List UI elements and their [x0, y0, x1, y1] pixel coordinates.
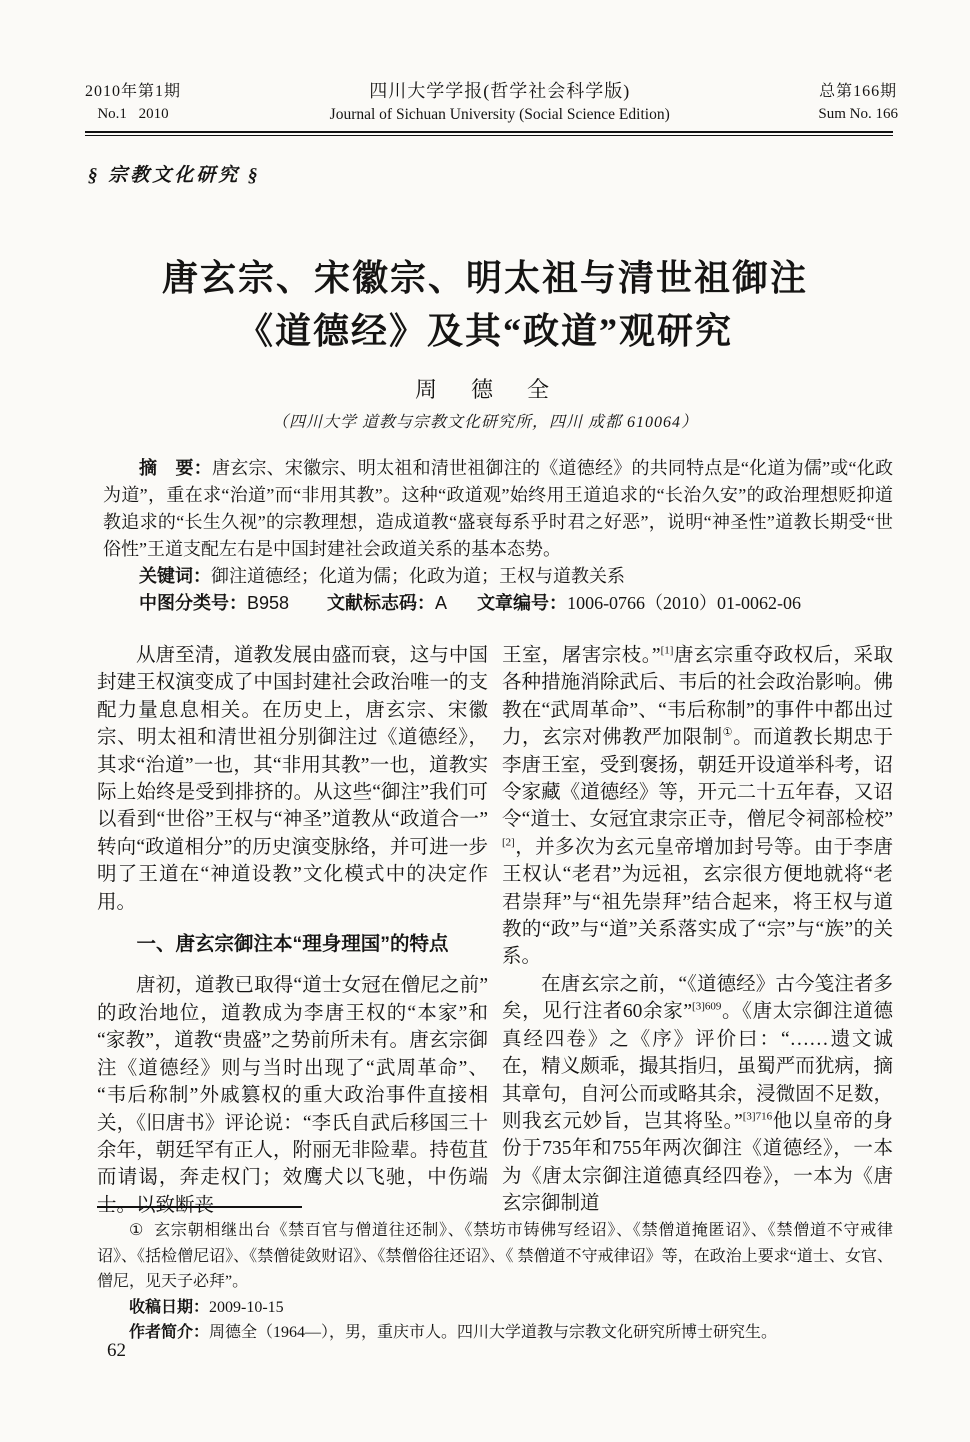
- body-paragraph: 从唐至清，道教发展由盛而衰，这与中国封建王权演变成了中国封建社会政治唯一的支配力量息息相关。在历史上，唐玄宗、宋徽宗、明太祖和清世祖分别御注过《道德经》，其求“治道”一也，其“非用其教”一也，道教实际上始终是受到排挤的。从这些“御注”我们可以看到“世俗”王权与“神圣”道教从“政道合一”转向“政道相分”的历史演变脉络，并可进一步明了王道在“神道设教”文化模式中的决定作用。: [97, 645, 488, 913]
- abstract-text: 唐玄宗、宋徽宗、明太祖和清世祖御注的《道德经》的共同特点是“化道为儒”或“化政为道”，重在求“治道”而“非用其教”。这种“政道观”始终用王道追求的“长治久安”的政治理想贬抑道教追求的“长生久视”的宗教理想，造成道教“盛衰每系乎时君之好恶”，说明“神圣性”道教长期受“世俗性”王道支配左右是中国封建社会政道关系的基本态势。: [103, 458, 894, 559]
- journal-sum-en: Sum No. 166: [818, 106, 898, 122]
- body-paragraph: 唐初，道教已取得“道士女冠在僧尼之前”的政治地位，道教成为李唐王权的“本家”和“家教”，道教“贵盛”之势前所未有。唐玄宗御注《道德经》则与当时出现了“武周革命”、“韦后称制”外戚篡权的重大政治事件直接相关，《旧唐书》评论说：“李氏自武后移国三十余年，朝廷罕有正人，附丽无非险辈。持苞苴而请谒，奔走权门；效鹰犬以飞驰，中伤端士。以致断丧: [97, 975, 488, 1216]
- received-label: 收稿日期：: [129, 1298, 210, 1316]
- body-paragraph: 在唐玄宗之前，“《道德经》古今笺注者多矣，见行注者60余家”$^{[3]609}$。《唐太宗御注道德真经四卷》之《序》评价曰：“……遗文诚在，精义颇乖，撮其指归，虽蜀严而犹病，摘其章句，自河公而或略其余，浸微固不足数，则我玄元妙旨，岂其将坠。”$^{[3]716}$他以皇帝的身份于735年和755年两次御注《道德经》，一本为《唐太宗御注道德真经四卷》，一本为《唐玄宗御制道: [502, 973, 893, 1215]
- body-paragraph: 王室，屠害宗枝。”[1]唐玄宗重夺政权后，采取各种措施消除武后、韦后的社会政治影响。佛教在“武周革命”、“韦后称制”的事件中都出过力，玄宗对佛教严加限制①。而道教长期忠于李唐王室，受到褒扬，朝廷开设道举科考，诏令家藏《道德经》等，开元二十五年春，又诏令“道士、女冠宜隶宗正寺，僧尼令祠部检校”[2]，并多次为玄元皇帝增加封号等。由于李唐王权认“老君”为远祖，玄宗很方便地就将“老君崇拜”与“祖先崇拜”结合起来，将王权与道教的“政”与“道”关系落实成了“宗”与“族”的关系。: [502, 644, 893, 968]
- journal-issue-cn: 2010年第1期: [85, 83, 182, 100]
- journal-issue-block: [85, 80, 181, 126]
- citation-superscript: [1]: [660, 644, 674, 657]
- body-columns: [97, 642, 893, 1219]
- footnote-received: [97, 1295, 893, 1321]
- body-column-left: [97, 642, 488, 1219]
- received-value: 2009-10-15: [209, 1298, 284, 1316]
- doc-code-label: 文献标志码：: [327, 593, 436, 613]
- citation-superscript: [3]609: [692, 1000, 722, 1013]
- clc-value: B958: [247, 593, 290, 613]
- keywords-label: 关键词：: [139, 566, 211, 586]
- footnote-bio: [97, 1320, 893, 1346]
- footnote-text: 玄宗朝相继出台《禁百官与僧道往还制》、《禁坊市铸佛写经诏》、《禁僧道掩匿诏》、《禁僧道不守戒律诏》、《括检僧尼诏》、《禁僧徒敛财诏》、《禁僧俗往还诏》、《 禁僧道不守戒律诏》等，在政治上要求“道士、女官、僧尼，见天子必拜”。: [97, 1222, 893, 1290]
- article-meta: [103, 455, 893, 617]
- journal-name-cn: 四川大学学报(哲学社会科学版): [369, 81, 631, 101]
- footnote-rule: [97, 1206, 302, 1208]
- footnote-note: [97, 1218, 893, 1295]
- article-title-line2: 《道德经》及其“政道”观研究: [236, 311, 733, 351]
- abstract-label: 摘 要：: [139, 458, 212, 478]
- body-column-right: [502, 642, 893, 1219]
- article-title-line1: 唐玄宗、宋徽宗、明太祖与清世祖御注: [161, 258, 808, 298]
- section-heading: 一、唐玄宗御注本“理身理国”的特点: [136, 933, 449, 956]
- article-title: [0, 252, 970, 358]
- keywords: [103, 563, 893, 590]
- citation-superscript: [2]: [502, 836, 515, 849]
- author-name: 周 德 全: [414, 377, 555, 402]
- article-id-value: 1006-0766（2010）01-0062-06: [567, 593, 802, 613]
- citation-superscript: [3]716: [742, 1110, 773, 1123]
- bio-value: 周德全（1964—），男，重庆市人。四川大学道教与宗教文化研究所博士研究生。: [209, 1324, 778, 1341]
- header-rule: [85, 131, 893, 136]
- clc-label: 中图分类号：: [139, 593, 247, 613]
- bio-label: 作者简介：: [129, 1324, 210, 1341]
- abstract: [103, 455, 893, 563]
- journal-sum-cn: 总第166期: [819, 83, 898, 100]
- citation-superscript: ①: [722, 726, 734, 739]
- journal-header: [85, 80, 898, 126]
- journal-name-block: [330, 80, 670, 126]
- footnote-marker: ①: [129, 1222, 145, 1239]
- author-affiliation: （四川大学 道教与宗教文化研究所，四川 成都 610064）: [271, 414, 698, 431]
- journal-sum-block: [818, 80, 898, 126]
- article-id-label: 文章编号：: [477, 593, 568, 613]
- section-label: § 宗教文化研究 §: [88, 165, 261, 186]
- journal-name-en: Journal of Sichuan University (Social Science Edition): [329, 106, 670, 123]
- page-number: 62: [107, 1340, 126, 1361]
- keywords-text: 御注道德经；化道为儒；化政为道；王权与道教关系: [211, 566, 625, 586]
- journal-issue-en: No.1 2010: [97, 106, 169, 122]
- doc-code-value: A: [435, 593, 448, 613]
- footnote-area: [97, 1206, 893, 1346]
- clc-row: [103, 590, 893, 617]
